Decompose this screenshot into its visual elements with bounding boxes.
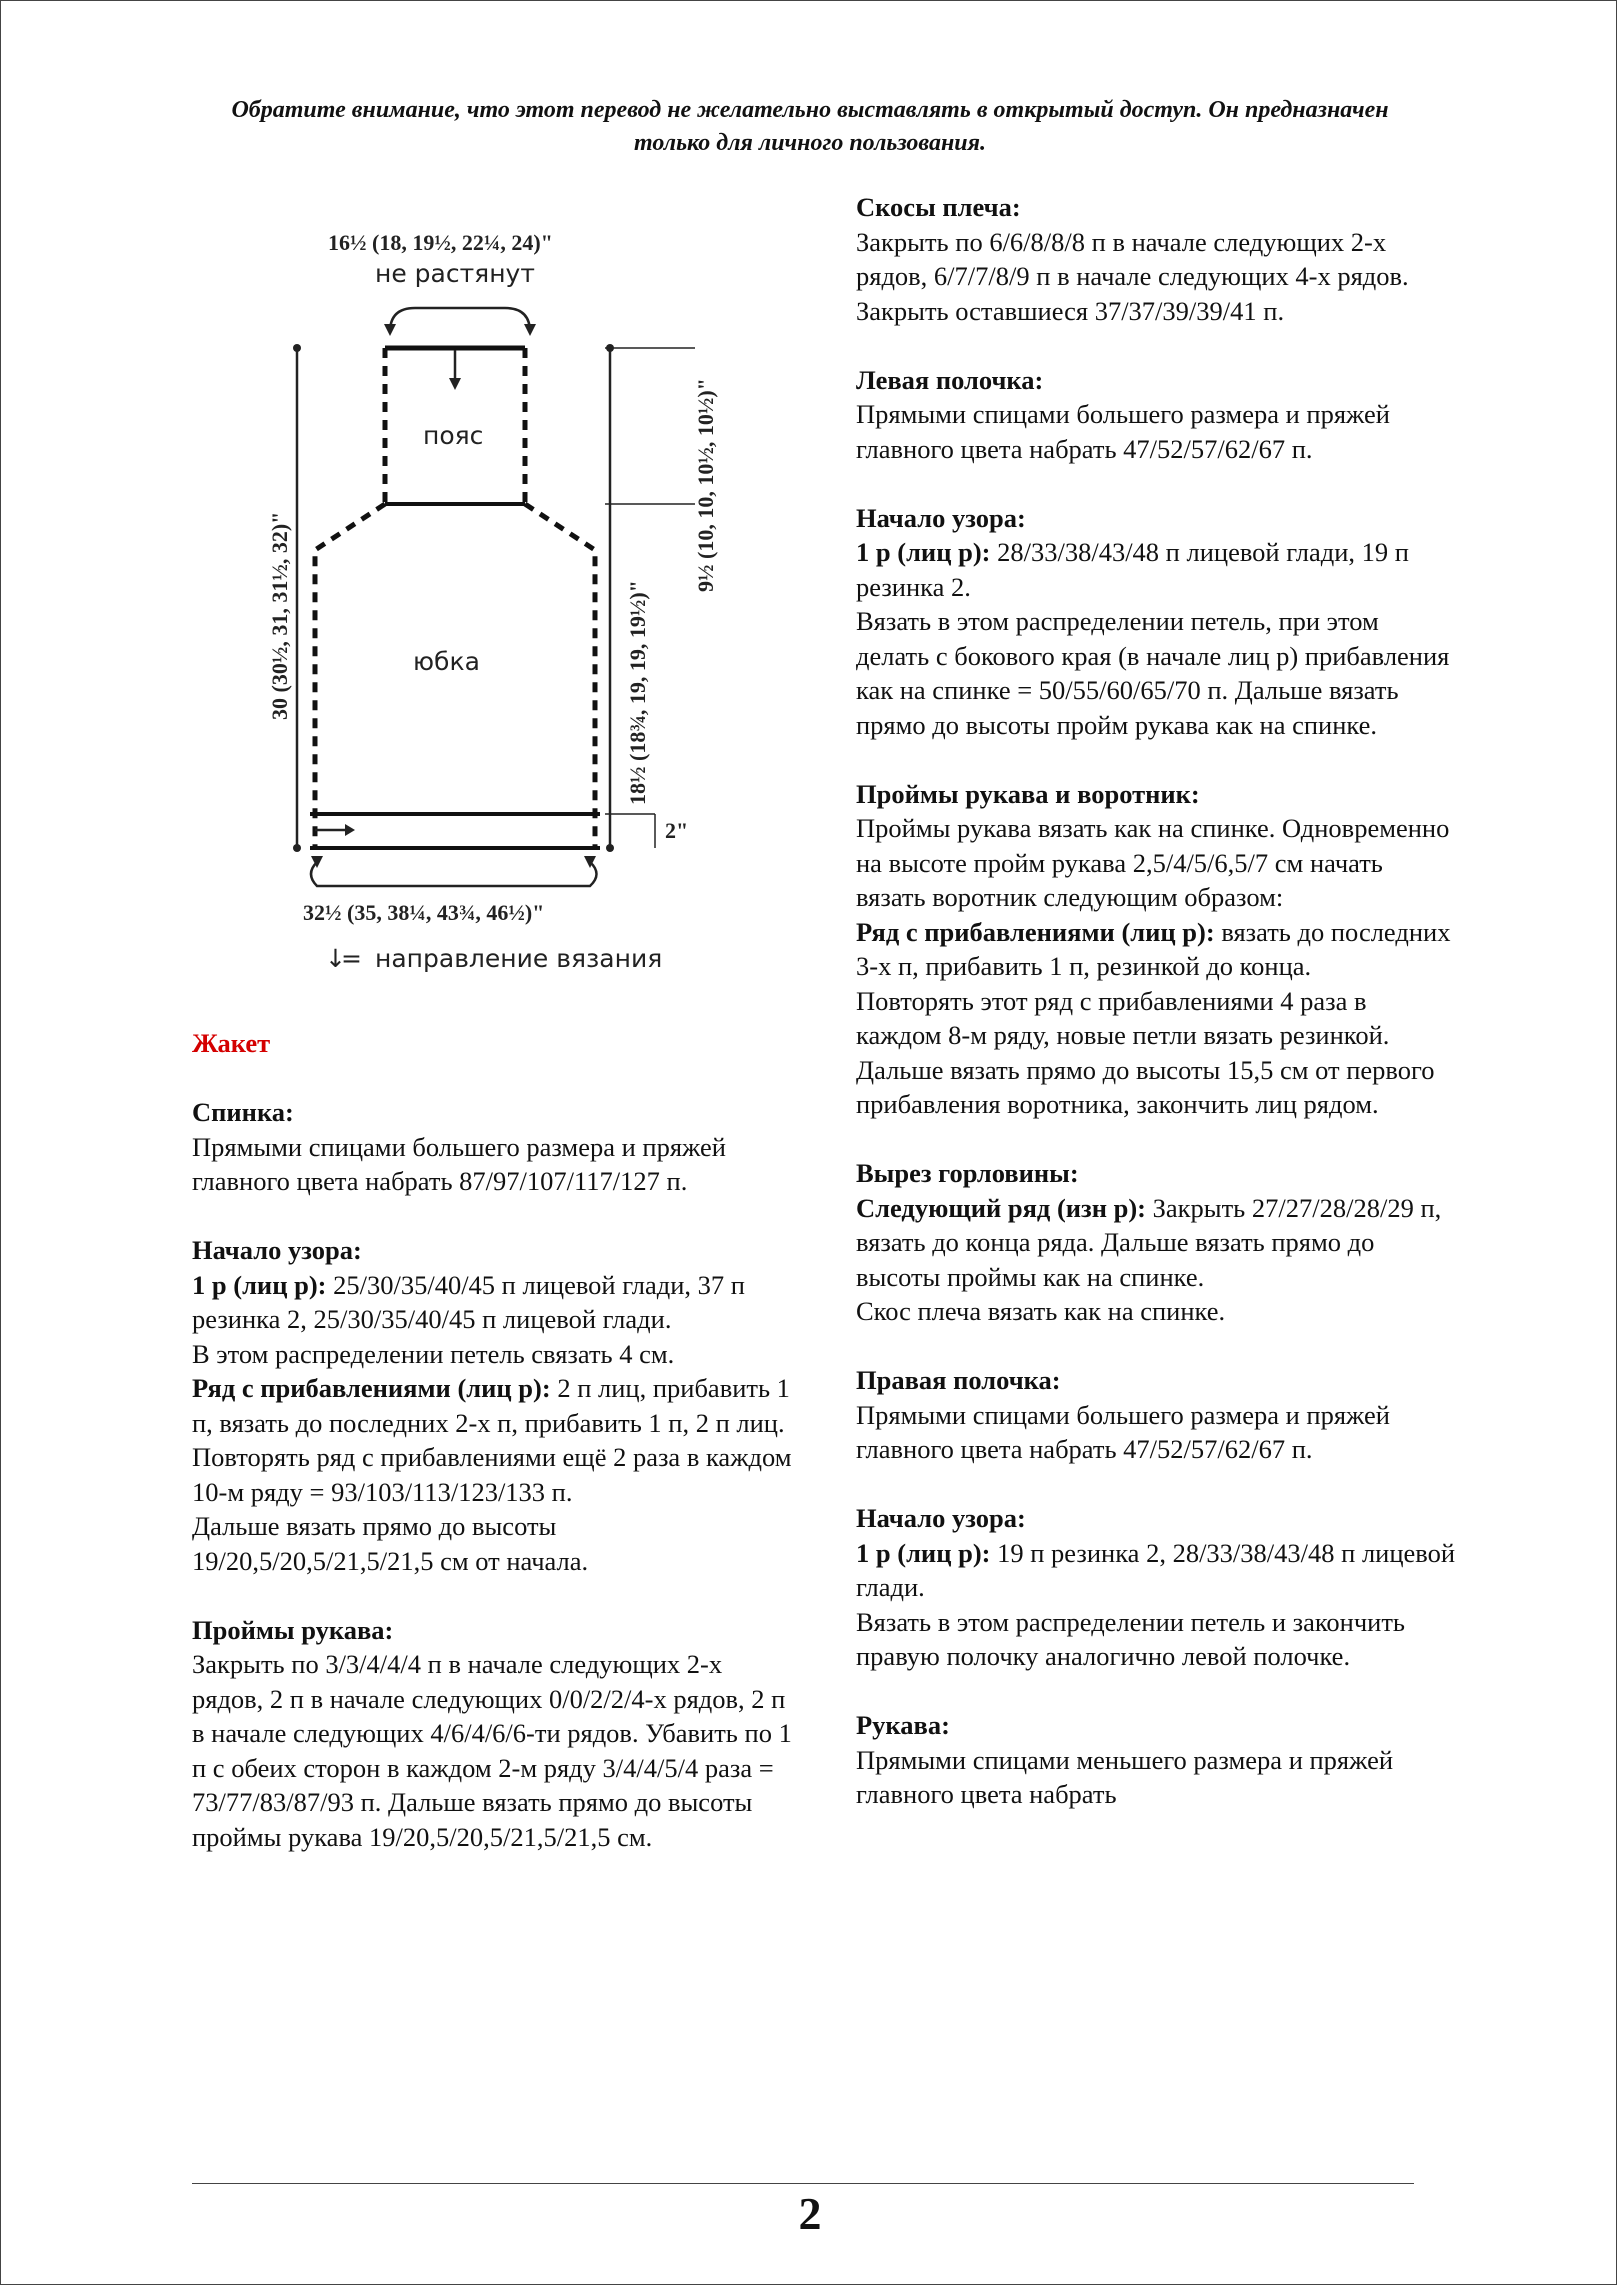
hem-height-label: 2" bbox=[665, 818, 689, 843]
shoulders-text: Закрыть по 6/6/8/8/8 п в начале следующих 2-х рядов, 6/7/7/8/9 п в начале следующих 4-х рядов. Закрыть оставшиеся 37/37/39/39/41 п. bbox=[856, 226, 1409, 326]
pattern-para: Дальше вязать прямо до высоты 19/20,5/20,5/21,5/21,5 см от начала. bbox=[192, 1511, 589, 1576]
top-width-label: 16½ (18, 19½, 22¼, 24)" bbox=[328, 230, 553, 255]
right-front-heading: Правая полочка: bbox=[856, 1365, 1061, 1395]
pattern-para: Повторять ряд с прибавлениями ещё 2 раза в каждом 10-м ряду = 93/103/113/123/133 п. bbox=[192, 1442, 792, 1507]
armholes-collar-para: Повторять этот ряд с прибавлениями 4 раза в каждом 8-м ряду, новые петли вязать резинкой. Дальше вязать прямо до высоты 15,5 см от первого прибавления воротника, закончить лиц рядом. bbox=[856, 985, 1435, 1119]
right-column bbox=[856, 190, 1456, 1812]
row-label: Ряд с прибавлениями (лиц р): bbox=[192, 1373, 551, 1403]
down-arrow-icon bbox=[449, 378, 461, 390]
left-column bbox=[192, 1026, 792, 1854]
armholes-collar-heading: Проймы рукава и воротник: bbox=[856, 778, 1200, 809]
neckline-para: Скос плеча вязать как на спинке. bbox=[856, 1296, 1226, 1326]
skirt-label: юбка bbox=[413, 647, 480, 676]
row-text: 28/33/38/43/48 п лицевой глади, 19 п резинка 2. bbox=[856, 537, 1409, 602]
measure-dot bbox=[606, 844, 614, 852]
arrowhead-icon bbox=[524, 324, 536, 336]
neckline-row bbox=[856, 1191, 1456, 1295]
collar-increase-row bbox=[856, 915, 1456, 984]
bottom-width-label: 32½ (35, 38¼, 43¾, 46½)" bbox=[303, 900, 545, 925]
row-text: 25/30/35/40/45 п лицевой глади, 37 п резинка 2, 25/30/35/40/45 п лицевой глади. bbox=[192, 1269, 745, 1334]
measure-dot bbox=[293, 344, 301, 352]
pattern-para: В этом распределении петель связать 4 см. bbox=[192, 1338, 675, 1369]
section-title: Жакет bbox=[192, 1028, 271, 1058]
total-length-label: 30 (30½, 31, 31½, 32)" bbox=[267, 511, 292, 720]
top-width-arrow bbox=[390, 308, 530, 332]
row-label: Следующий ряд (изн р): bbox=[856, 1192, 1146, 1223]
left-front-heading: Левая полочка: bbox=[856, 364, 1044, 395]
row-text: вязать до последних 3-х п, прибавить 1 п, резинкой до конца. bbox=[856, 916, 1451, 981]
lf-pattern-row1 bbox=[856, 535, 1456, 604]
skirt-schematic bbox=[255, 220, 755, 990]
increase-row bbox=[192, 1371, 792, 1440]
page-number: 2 bbox=[798, 2188, 822, 2239]
rf-pattern-para: Вязать в этом распределении петель и закончить правую полочку аналогично левой полочке. bbox=[856, 1606, 1405, 1671]
rf-pattern-heading: Начало узора: bbox=[856, 1503, 1026, 1533]
legend-label: направление вязания bbox=[375, 944, 663, 973]
measure-dot bbox=[293, 844, 301, 852]
top-note-label: не растянут bbox=[375, 259, 535, 288]
waist-label: пояс bbox=[423, 421, 484, 450]
privacy-notice: Обратите внимание, что этот перевод не желательно выставлять в открытый доступ. Он предназначен только для личного пользования. bbox=[231, 97, 1389, 156]
pattern-row1 bbox=[192, 1268, 792, 1337]
lf-pattern-heading: Начало узора: bbox=[856, 502, 1026, 533]
row-text: 2 п лиц, прибавить 1 п, вязать до последних 2-х п, прибавить 1 п, 2 п лиц. bbox=[192, 1373, 790, 1438]
sleeves-heading: Рукава: bbox=[856, 1710, 950, 1740]
schematic-svg bbox=[255, 220, 755, 990]
back-text: Прямыми спицами большего размера и пряжей главного цвета набрать 87/97/107/117/127 п. bbox=[192, 1131, 726, 1196]
lf-pattern-para: Вязать в этом распределении петель, при этом делать с бокового края (в начале лиц р) прибавления как на спинке = 50/55/60/65/70 п. Дальше вязать прямо до высоты пройм рукава как на спинке. bbox=[856, 606, 1450, 740]
right-arrow-icon bbox=[345, 824, 355, 836]
neckline-heading: Вырез горловины: bbox=[856, 1158, 1079, 1188]
footer-divider bbox=[192, 2183, 1414, 2184]
pattern-start-heading: Начало узора: bbox=[192, 1235, 362, 1265]
legend-arrow-icon: ↓ bbox=[325, 944, 346, 973]
rf-pattern-row1 bbox=[856, 1536, 1456, 1605]
back-heading: Спинка: bbox=[192, 1097, 294, 1127]
arrowhead-icon bbox=[384, 324, 396, 336]
armholes-collar-para: Проймы рукава вязать как на спинке. Одновременно на высоте пройм рукава 2,5/4/5/6,5/7 см начать вязать воротник следующим образом: bbox=[856, 813, 1450, 912]
waist-height-label: 9½ (10, 10, 10½, 10½)" bbox=[693, 378, 718, 592]
left-front-text: Прямыми спицами большего размера и пряжей главного цвета набрать 47/52/57/62/67 п. bbox=[856, 399, 1390, 464]
skirt-height-label: 18½ (18¾, 19, 19, 19½)" bbox=[625, 580, 650, 805]
row-label: 1 р (лиц р): bbox=[856, 537, 991, 567]
sleeves-text: Прямыми спицами меньшего размера и пряжей главного цвета набрать bbox=[856, 1744, 1394, 1809]
right-front-text: Прямыми спицами большего размера и пряжей главного цвета набрать 47/52/57/62/67 п. bbox=[856, 1399, 1390, 1464]
armholes-heading: Проймы рукава: bbox=[192, 1614, 394, 1645]
row-text: 19 п резинка 2, 28/33/38/43/48 п лицевой глади. bbox=[856, 1537, 1456, 1602]
bottom-width-arrow bbox=[311, 862, 597, 886]
row-label: Ряд с прибавлениями (лиц р): bbox=[856, 916, 1215, 947]
skirt-outline bbox=[315, 504, 595, 848]
row-text: Закрыть 27/27/28/28/29 п, вязать до конца ряда. Дальше вязать прямо до высоты проймы как на спинке. bbox=[856, 1192, 1442, 1292]
row-label: 1 р (лиц р): bbox=[192, 1269, 327, 1300]
shoulders-heading: Скосы плеча: bbox=[856, 192, 1021, 222]
row-label: 1 р (лиц р): bbox=[856, 1537, 991, 1568]
legend-equals: = bbox=[341, 944, 362, 973]
armholes-text: Закрыть по 3/3/4/4/4 п в начале следующих 2-х рядов, 2 п в начале следующих 0/0/2/2/4-х рядов, 2 п в начале следующих 4/6/4/6/6-ти рядов. Убавить по 1 п с обеих сторон в каждом 2-м ряду 3/4/4/5/4 раза = 73/77/83/87/93 п. Дальше вязать прямо до высоты проймы рукава 19/20,5/20,5/21,5/21,5 см. bbox=[192, 1649, 792, 1852]
